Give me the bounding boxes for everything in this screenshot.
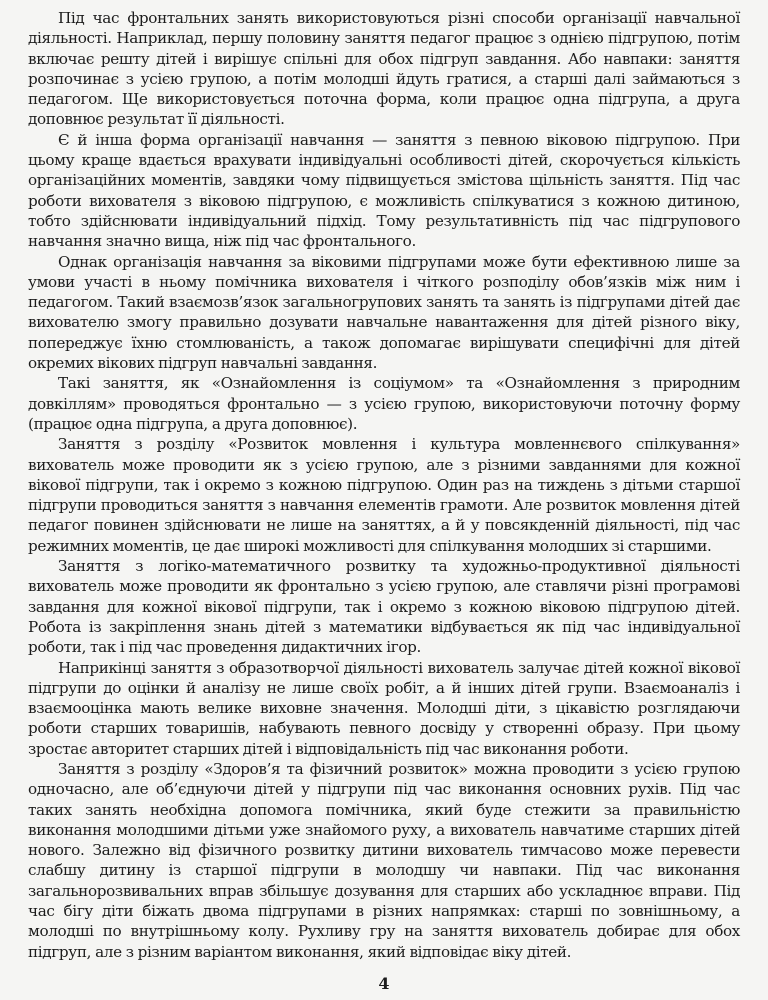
paragraph-speech-development: Заняття з розділу «Розвиток мовлення і культура мовленнєвого спілкування» вихователь може проводити як з усією групою, але з різними завданнями для кожної вікової підгрупи, так і окремо з кожною підгрупою. Один раз на тиждень з дітьми старшої підгрупи проводиться заняття з навчання елементів грамоти. Але розвиток мовлення дітей педагог повинен здійснювати не лише на заняттях, а й у повсякденній діяльності, під час режимних моментів, це дає широкі можливості для спілкування молодших зі старшими. [28, 435, 740, 555]
paragraph-physical-development: Заняття з розділу «Здоров’я та фізичний розвиток» можна проводити з усією групою одночасно, але об’єднуючи дітей у підгрупи під час виконання основних рухів. Під час таких занять необхідна допомога помічника, який буде стежити за правильністю виконання молодшими дітьми уже знайомого руху, а вихователь навчатиме старших дітей нового. Залежно від фізичного розвитку дитини вихователь тимчасово може перевести слабшу дитину із старшої підгрупи в молодшу чи навпаки. Під час виконання загальнорозвивальних вправ збільшує дозування для старших або ускладнює вправи. Під час бігу діти біжать двома підгрупами в різних напрямках: старші по зовнішньому, а молодші по внутрішньому колу. Рухливу гру на заняття вихователь добирає для обох підгруп, але з різним варіантом виконання, який відповідає віку дітей. [28, 759, 740, 961]
paragraph-social-nature-lessons: Такі заняття, як «Ознайомлення із соціумом» та «Ознайомлення з природним довкіллям» проводяться фронтально — з усією групою, використовуючи поточну форму (працює одна підгрупа, а друга доповнює). [28, 374, 740, 433]
paragraph-frontal-forms: Під час фронтальних занять використовуються різні способи організації навчальної діяльності. Наприклад, першу половину заняття педагог працює з однією підгрупою, потім включає решту дітей і вирішує спільні для обох підгруп завдання. Або навпаки: заняття розпочинає з усією групою, а потім молодші йдуть гратися, а старші далі займаються з педагогом. Ще використовується поточна форма, коли працює одна підгрупа, а друга доповнює результат її діяльності. [28, 9, 740, 129]
page-number: 4 [378, 974, 390, 993]
paragraph-age-subgroup: Є й інша форма організації навчання — заняття з певною віковою підгрупою. При цьому краще вдається врахувати індивідуальні особливості дітей, скорочується кількість організаційних моментів, завдяки чому підвищується змістова щільність заняття. Під час роботи вихователя з віковою підгрупою, є можливість спілкуватися з кожною дитиною, тобто здійснювати індивідуальний підхід. Тому результативність під час підгрупового навчання значно вища, ніж під час фронтального. [28, 130, 740, 251]
paragraph-math-art-lessons: Заняття з логіко-математичного розвитку та художньо-продуктивної діяльності вихователь може проводити як фронтально з усією групою, але ставлячи різні програмові завдання для кожної вікової підгрупи, так і окремо з кожною віковою підгрупою дітей. Робота із закріплення знань дітей з математики відбувається як під час індивідуальної роботи, так і під час проведення дидактичних ігор. [28, 557, 740, 657]
paragraph-assistant-role: Однак організація навчання за віковими підгрупами може бути ефективною лише за умови участі в ньому помічника вихователя і чіткого розподілу обов’язків між ним і педагогом. Такий взаємозв’язок загальногрупових занять та занять із підгрупами дітей дає вихователю змогу правильно дозувати навчальне навантаження для дітей різного віку, попереджує їхню стомлюваність, а також допомагає вирішувати специфічні для дітей окремих вікових підгруп навчальні завдання. [28, 252, 740, 373]
page-body [28, 8, 740, 962]
paragraph-visual-arts-evaluation: Наприкінці заняття з образотворчої діяльності вихователь залучає дітей кожної вікової підгрупи до оцінки й аналізу не лише своїх робіт, а й інших дітей групи. Взаємоаналіз і взаємооцінка мають велике виховне значення. Молодші діти, з цікавістю розглядаючи роботи старших товаришів, набувають певного досвіду у створенні образу. При цьому зростає авторитет старших дітей і відповідальність під час виконання роботи. [28, 658, 740, 758]
